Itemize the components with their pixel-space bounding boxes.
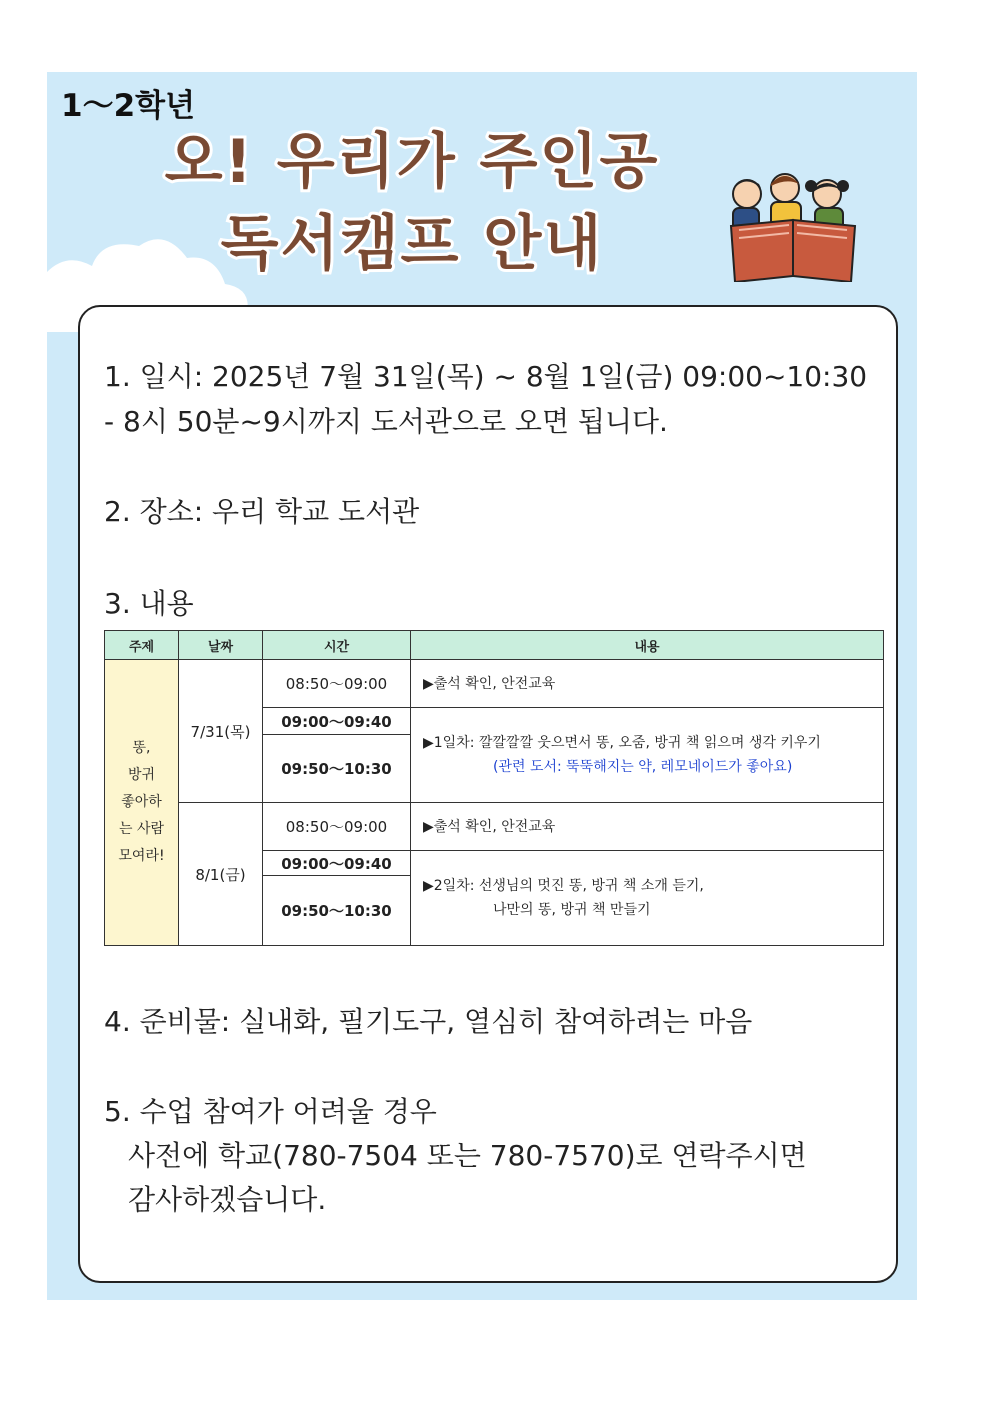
activity-text: ▶1일차: 깔깔깔깔 웃으면서 똥, 오줌, 방귀 책 읽으며 생각 키우기 [423,735,821,751]
header-date: 날짜 [179,631,263,660]
table-header-row [105,631,884,660]
grade-label: 1～2학년 [61,88,196,124]
place-line: 2. 장소: 우리 학교 도서관 [104,495,420,528]
topic-text: 는 사람 [118,821,165,837]
time-cell: 09:50～10:30 [263,876,411,946]
time-cell: 08:50～09:00 [263,803,411,851]
info-card [78,305,898,1283]
topic-text: 모여라! [118,848,165,864]
children-reading-illustration [727,172,867,282]
reference-books: (관련 도서: 뚝뚝해지는 약, 레모네이드가 좋아요) [493,759,793,775]
date-cell: 7/31(목) [179,660,263,803]
supplies-line: 4. 준비물: 실내화, 필기도구, 열심히 참여하려는 마음 [104,1005,753,1038]
activity-text-continued: 나만의 똥, 방귀 책 만들기 [493,902,651,918]
absence-line-1: 사전에 학교(780-7504 또는 780-7570)로 연락주시면 [128,1139,807,1172]
time-cell: 09:00～09:40 [263,708,411,735]
activity-cell [411,708,884,803]
poster-background [47,72,917,1300]
time-cell: 09:00～09:40 [263,851,411,876]
header-content: 내용 [411,631,884,660]
activity-text: ▶2일차: 선생님의 멋진 똥, 방귀 책 소개 듣기, [423,878,704,894]
activity-cell [411,851,884,946]
header-time: 시간 [263,631,411,660]
schedule-table [104,630,884,946]
table-row [105,660,884,708]
time-cell: 08:50～09:00 [263,660,411,708]
arrival-line: - 8시 50분~9시까지 도서관으로 오면 됩니다. [104,405,668,438]
topic-text: 똥, [132,740,151,756]
topic-cell [105,660,179,946]
header-topic: 주제 [105,631,179,660]
table-row [105,803,884,851]
topic-text: 좋아하 [121,794,162,810]
activity-cell: ▶출석 확인, 안전교육 [411,660,884,708]
title-line-2: 독서캠프 안내 [220,209,604,279]
schedule-line: 1. 일시: 2025년 7월 31일(목) ~ 8월 1일(금) 09:00~10:30 [104,360,868,393]
topic-text: 방귀 [127,767,156,783]
content-heading: 3. 내용 [104,587,194,620]
date-cell: 8/1(금) [179,803,263,946]
absence-heading: 5. 수업 참여가 어려울 경우 [104,1095,437,1128]
activity-cell: ▶출석 확인, 안전교육 [411,803,884,851]
title-line-1: 오! 우리가 주인공 [164,127,660,197]
time-cell: 09:50～10:30 [263,735,411,803]
absence-line-2: 감사하겠습니다. [128,1183,327,1216]
